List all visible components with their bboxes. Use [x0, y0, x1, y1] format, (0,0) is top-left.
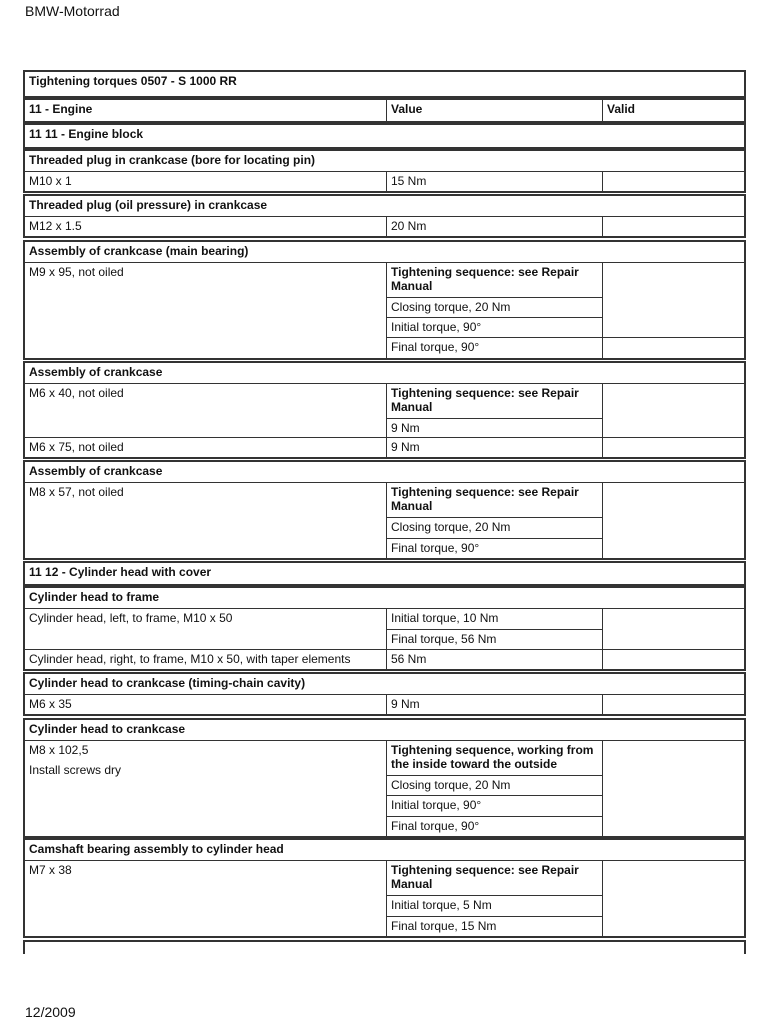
value-line: Final torque, 90° — [387, 816, 602, 837]
value-cell: 15 Nm — [386, 172, 602, 191]
value-cell — [386, 741, 602, 836]
valid-cell — [602, 217, 744, 236]
spec-cell: M6 x 75, not oiled — [29, 440, 124, 454]
value-line: Closing torque, 20 Nm — [387, 297, 602, 317]
group-title: Cylinder head to crankcase — [29, 722, 186, 736]
valid-cell — [602, 695, 744, 714]
section-title: 11 12 - Cylinder head with cover — [29, 565, 212, 579]
valid-cell — [602, 861, 744, 936]
valid-cell — [602, 741, 744, 836]
value-line: Final torque, 56 Nm — [387, 629, 602, 650]
value-line: Initial torque, 10 Nm — [391, 611, 499, 625]
value-cell — [386, 483, 602, 558]
valid-cell — [602, 438, 744, 457]
torque-group — [23, 361, 746, 459]
value-line: Initial torque, 90° — [387, 795, 602, 816]
document-title: Tightening torques 0507 - S 1000 RR — [29, 74, 237, 88]
value-line: Tightening sequence: see Repair Manual — [391, 485, 579, 513]
valid-cell — [602, 384, 744, 437]
value-cell: 9 Nm — [386, 695, 602, 714]
value-cell — [386, 609, 602, 649]
valid-cell — [602, 483, 744, 558]
torque-group — [23, 460, 746, 560]
group-title: Camshaft bearing assembly to cylinder head — [29, 842, 284, 856]
column-value: Value — [386, 100, 602, 121]
spec-cell: M10 x 1 — [29, 174, 72, 188]
value-cell — [386, 861, 602, 936]
section-cylinder-head — [23, 561, 746, 586]
group-title: Threaded plug in crankcase (bore for locating pin) — [29, 153, 316, 167]
spec-cell: Cylinder head, left, to frame, M10 x 50 — [29, 611, 233, 625]
spec-line: M8 x 102,5 — [29, 743, 89, 757]
torque-group — [23, 672, 746, 716]
value-line: Final torque, 15 Nm — [387, 916, 602, 937]
spec-note: Install screws dry — [29, 763, 122, 777]
valid-cell — [602, 650, 744, 669]
value-line: Tightening sequence: see Repair Manual — [391, 265, 579, 293]
group-title: Assembly of crankcase — [29, 464, 163, 478]
torque-group — [23, 240, 746, 360]
group-title: Assembly of crankcase — [29, 365, 163, 379]
spec-cell: M6 x 40, not oiled — [29, 386, 124, 400]
group-title: Cylinder head to crankcase (timing-chain cavity) — [29, 676, 306, 690]
spec-cell: M9 x 95, not oiled — [29, 265, 124, 279]
section-title: 11 11 - Engine block — [29, 127, 144, 141]
torque-group — [23, 838, 746, 938]
torque-group — [23, 194, 746, 238]
group-title: Threaded plug (oil pressure) in crankcase — [29, 198, 268, 212]
torque-group — [23, 718, 746, 838]
value-cell: 56 Nm — [386, 650, 602, 669]
value-line: Closing torque, 20 Nm — [387, 775, 602, 795]
value-line: Tightening sequence, working from the inside toward the outside — [391, 743, 594, 771]
table-continuation — [23, 940, 746, 954]
torque-group — [23, 149, 746, 193]
spec-cell: Cylinder head, right, to frame, M10 x 50, with taper elements — [29, 652, 351, 666]
value-line: Closing torque, 20 Nm — [387, 517, 602, 538]
brand-label: BMW-Motorrad — [25, 3, 120, 19]
torque-group — [23, 586, 746, 671]
column-component: 11 - Engine — [29, 102, 93, 116]
spec-cell: M7 x 38 — [29, 863, 72, 877]
spec-cell: M6 x 35 — [29, 697, 72, 711]
value-line: Initial torque, 5 Nm — [387, 895, 602, 916]
value-cell — [386, 263, 602, 358]
spec-cell: M12 x 1.5 — [29, 219, 82, 233]
spec-cell: M8 x 57, not oiled — [29, 485, 124, 499]
group-title: Assembly of crankcase (main bearing) — [29, 244, 249, 258]
value-line: Final torque, 90° — [387, 538, 602, 559]
value-line: 9 Nm — [387, 418, 602, 438]
valid-cell — [602, 263, 744, 358]
valid-cell — [602, 172, 744, 191]
footer-date: 12/2009 — [25, 1004, 76, 1020]
value-line: Tightening sequence: see Repair Manual — [391, 863, 579, 891]
valid-cell — [602, 609, 744, 649]
value-line: Tightening sequence: see Repair Manual — [391, 386, 579, 414]
value-line: Final torque, 90° — [387, 337, 602, 357]
value-line: Initial torque, 90° — [387, 317, 602, 337]
document-title-block — [23, 70, 746, 98]
value-cell: 9 Nm — [386, 438, 602, 457]
spec-cell — [25, 741, 386, 836]
group-title: Cylinder head to frame — [29, 590, 160, 604]
section-engine-block — [23, 123, 746, 149]
column-valid: Valid — [602, 100, 744, 121]
value-cell: 20 Nm — [386, 217, 602, 236]
value-cell — [386, 384, 602, 437]
column-header — [23, 98, 746, 123]
